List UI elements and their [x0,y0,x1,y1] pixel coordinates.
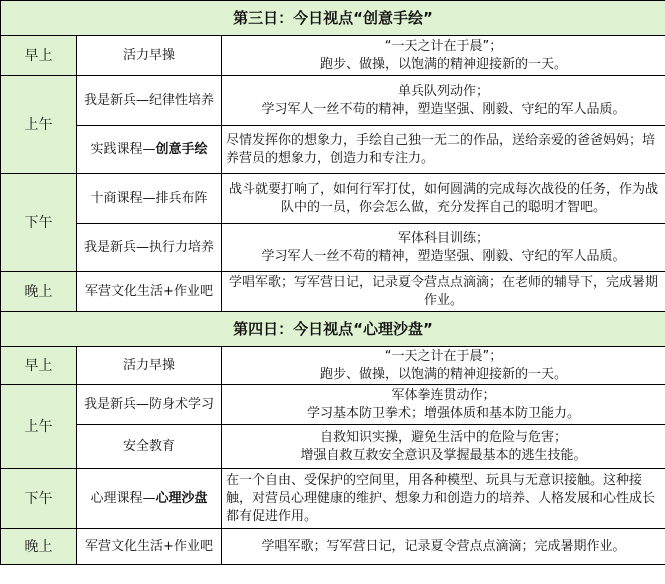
activity-name: 军营文化生活+作业吧 [77,529,222,565]
activity-description [222,76,665,126]
period-label: 上午 [1,76,77,174]
period-label: 晚上 [1,529,77,565]
activity-description: 在一个自由、受保护的空间里，用各种模型、玩具与无意识接触。这种接触，对营员心理健康的维护、想象力和创造力的培养、人格发展和心性成长都有促进作用。 [222,469,665,529]
desc-line: 自救知识实操，避免生活中的危险与危害； [320,429,568,445]
activity-prefix: 实践课程— [90,141,156,157]
activity-description [222,224,665,272]
activity-highlight: 心理沙盘 [155,490,208,506]
period-label: 早上 [1,36,77,76]
table-row [1,36,665,76]
table-row [1,224,665,272]
activity-highlight: 创意手绘 [155,141,208,157]
activity-description [222,425,665,469]
activity-name: 我是新兵—纪律性培养 [77,76,222,126]
activity-name: 活力早操 [77,347,222,385]
period-label: 下午 [1,469,77,529]
day3-title: 第三日：今日视点“创意手绘” [1,1,665,36]
desc-line: 学习基本防卫拳术；增强体质和基本防卫能力。 [307,405,581,421]
table-row [1,425,665,469]
table-row [1,469,665,529]
activity-name: 我是新兵—防身术学习 [77,385,222,425]
desc-line: “一天之计在于晨”； [384,38,503,54]
activity-name [77,469,222,529]
desc-line: 跑步、做操，以饱满的精神迎接新的一天。 [320,56,568,72]
activity-name: 十商课程—排兵布阵 [77,174,222,224]
activity-description [222,347,665,385]
desc-line: 跑步、做操，以饱满的精神迎接新的一天。 [320,366,568,382]
activity-description: 学唱军歌；写军营日记，记录夏令营点点滴滴；完成暑期作业。 [222,529,665,565]
activity-description: 尽情发挥你的想象力，手绘自己独一无二的作品，送给亲爱的爸爸妈妈；培养营员的想象力，创造力和专注力。 [222,126,665,174]
period-label: 上午 [1,385,77,469]
period-label: 下午 [1,174,77,272]
day4-title: 第四日：今日视点“心理沙盘” [1,312,665,347]
activity-description: 战斗就要打响了，如何行军打仗，如何圆满的完成每次战役的任务，作为战队中的一员，你会怎么做，充分发挥自己的聪明才智吧。 [222,174,665,224]
period-label: 早上 [1,347,77,385]
day4-header-row [1,312,665,347]
activity-description [222,36,665,76]
table-row [1,347,665,385]
desc-line: 增强自救互救安全意识及掌握最基本的逃生技能。 [300,447,587,463]
period-label: 晚上 [1,272,77,312]
activity-name: 活力早操 [77,36,222,76]
activity-prefix: 心理课程— [90,490,156,506]
activity-name [77,126,222,174]
table-row [1,174,665,224]
activity-description: 学唱军歌；写军营日记，记录夏令营点点滴滴；在老师的辅导下，完成暑期作业。 [222,272,665,312]
desc-line: 学习军人一丝不苟的精神，塑造坚强、刚毅、守纪的军人品质。 [261,248,626,264]
activity-description [222,385,665,425]
table-row [1,385,665,425]
table-row [1,126,665,174]
table-row [1,272,665,312]
desc-line: “一天之计在于晨”； [384,348,503,364]
activity-name: 军营文化生活+作业吧 [77,272,222,312]
desc-line: 单兵队列动作； [398,83,490,99]
table-row [1,76,665,126]
desc-line: 军体科目训练； [398,230,490,246]
day3-header-row [1,1,665,36]
activity-name: 安全教育 [77,425,222,469]
desc-line: 军体拳连贯动作； [391,387,496,403]
table-row [1,529,665,565]
desc-line: 学习军人一丝不苟的精神，塑造坚强、刚毅、守纪的军人品质。 [261,101,626,117]
activity-name: 我是新兵—执行力培养 [77,224,222,272]
